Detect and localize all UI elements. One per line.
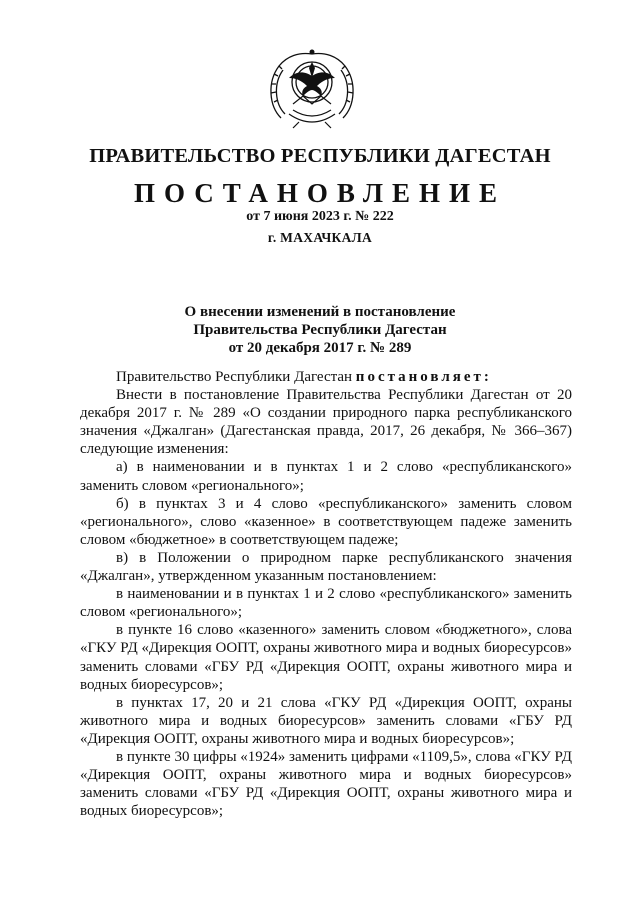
document-type: ПОСТАНОВЛЕНИЕ — [133, 178, 507, 208]
body-paragraph: в наименовании и в пунктах 1 и 2 слово «республиканского» заменить словом «регионального»; — [80, 586, 572, 621]
intro-text: Правительство Республики Дагестан — [116, 369, 356, 385]
title-line: от 20 декабря 2017 г. № 289 — [228, 340, 412, 356]
decree-date-number: от 7 июня 2023 г. № 222 — [246, 209, 394, 224]
decree-body — [80, 368, 572, 820]
issue-city: г. МАХАЧКАЛА — [267, 230, 373, 245]
decree-title — [0, 303, 640, 357]
body-paragraph: Внести в постановление Правительства Республики Дагестан от 20 декабря 2017 г. № 289 «О создании природного парка республиканского значения «Джалган» (Дагестанская правда, 2017, 26 декабря, № 366–367) следующие изменения: — [80, 387, 572, 458]
title-line: Правительства Республики Дагестан — [193, 322, 447, 338]
body-paragraph: а) в наименовании и в пунктах 1 и 2 слово «республиканского» заменить словом «регионального»; — [80, 459, 572, 494]
body-paragraph: в пункте 30 цифры «1924» заменить цифрами «1109,5», слова «ГКУ РД «Дирекция ООПТ, охраны животного мира и водных биоресурсов» заменить словами «ГБУ РД «Дирекция ООПТ, охраны животного мира и водных биоресурсов»; — [80, 748, 572, 820]
body-paragraph: в пунктах 17, 20 и 21 слова «ГКУ РД «Дирекция ООПТ, охраны животного мира и водных биоресурсов» заменить словами «ГБУ РД «Дирекция ООПТ, охраны животного мира и водных биоресурсов»; — [80, 694, 572, 747]
resolves-word: постановляет: — [355, 369, 492, 385]
government-name: ПРАВИТЕЛЬСТВО РЕСПУБЛИКИ ДАГЕСТАН — [89, 145, 551, 167]
coat-of-arms-icon — [263, 48, 361, 132]
resolution-intro — [80, 368, 572, 386]
title-line: О внесении изменений в постановление — [184, 304, 456, 320]
body-paragraph: в пункте 16 слово «казенного» заменить словом «бюджетного», слова «ГКУ РД «Дирекция ООПТ, охраны животного мира и водных биоресурсов» заменить словами «ГБУ РД «Дирекция ООПТ, охраны животного мира и водных биоресурсов»; — [80, 622, 572, 693]
body-paragraph: б) в пунктах 3 и 4 слово «республиканского» заменить словом «регионального», слово «казенное» в соответствующем падеже заменить словом «бюджетное» в соответствующем падеже; — [80, 495, 572, 548]
body-paragraph: в) в Положении о природном парке республиканского значения «Джалган», утвержденном указанным постановлением: — [80, 549, 572, 585]
